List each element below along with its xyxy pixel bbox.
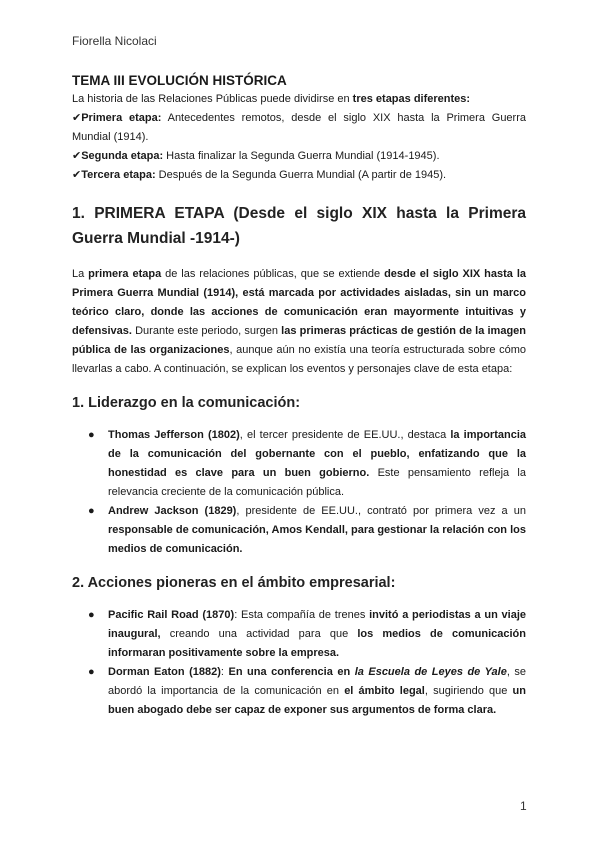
item-bold: un buen abogado debe ser capaz de exponer sus argumentos de forma clara. — [108, 685, 526, 716]
bullet-icon: ● — [88, 429, 95, 441]
item-text: Este pensamiento refleja la relevancia creciente de la comunicación pública. — [108, 467, 526, 498]
bullet-icon: ● — [88, 666, 95, 678]
item-bold: En una conferencia en — [228, 666, 355, 678]
check-icon: ✔ — [72, 112, 82, 124]
author-header: Fiorella Nicolaci — [72, 34, 157, 48]
list-item — [72, 426, 526, 502]
paragraph-bold: primera etapa — [88, 268, 162, 280]
item-text: , se abordó la importancia de la comunicación en — [108, 666, 527, 697]
bullet-list — [72, 426, 526, 559]
stage-label: Segunda etapa: — [81, 150, 164, 162]
item-bold: los medios de comunicación informaran positivamente sobre la empresa. — [108, 628, 526, 659]
check-icon: ✔ — [72, 150, 82, 162]
bullet-icon: ● — [88, 505, 95, 517]
paragraph-text: , aunque aún no existía una teoría estructurada sobre cómo llevarlas a cabo. A continuación, se explican los eventos y personajes clave de esta etapa: — [72, 344, 526, 375]
item-bold: Andrew Jackson (1829) — [108, 505, 237, 517]
paragraph-text: de las relaciones públicas, que se extiende — [161, 268, 385, 280]
section-heading: 1. PRIMERA ETAPA (Desde el siglo XIX hasta la Primera Guerra Mundial -1914-) — [72, 205, 526, 247]
bullet-list — [72, 606, 526, 720]
item-text: , sugiriendo que — [424, 685, 513, 697]
stage-item — [72, 166, 526, 185]
subsection-heading: 1. Liderazgo en la comunicación: — [72, 395, 301, 411]
paragraph-bold: desde el siglo XIX hasta la Primera Guerra Mundial (1914), está marcada por actividades aisladas, sin un marco teórico claro, donde las acciones de comunicación eran mayormente intuitivas y defensivas. — [72, 268, 526, 337]
page-number: 1 — [520, 799, 527, 813]
item-bold: responsable de comunicación, Amos Kendall, para gestionar la relación con los medios de comunicación. — [108, 524, 526, 555]
paragraph-text: Durante este periodo, surgen — [131, 325, 282, 337]
item-bold: Pacific Rail Road (1870) — [108, 609, 235, 621]
paragraph-bold: las primeras prácticas de gestión de la imagen pública de las organizaciones — [72, 325, 527, 356]
item-bold: la importancia de la comunicación del gobernante con el pueblo, enfatizando que la honestidad es clave para un buen gobierno. — [108, 429, 526, 479]
list-item — [72, 502, 526, 559]
tema-intro-text: La historia de las Relaciones Públicas puede dividirse en — [72, 93, 353, 105]
item-text: , el tercer presidente de EE.UU., destaca — [239, 429, 451, 441]
item-text: , presidente de EE.UU., contrató por primera vez a un — [236, 505, 526, 517]
tema-intro — [72, 90, 526, 109]
item-bold: invitó a periodistas a un viaje inaugural, — [108, 609, 527, 640]
stage-item — [72, 147, 526, 166]
stage-item — [72, 109, 526, 147]
bullet-icon: ● — [88, 609, 95, 621]
page-content — [72, 72, 526, 720]
check-icon: ✔ — [72, 169, 82, 181]
tema-title: TEMA III EVOLUCIÓN HISTÓRICA — [72, 73, 287, 88]
tema-intro-bold: tres etapas diferentes: — [352, 93, 471, 105]
section-paragraph — [72, 265, 526, 379]
item-text: : Esta compañía de trenes — [234, 609, 370, 621]
item-text: creando una actividad para que — [160, 628, 358, 640]
stage-text: Antecedentes remotos, desde el siglo XIX hasta la Primera Guerra Mundial (1914). — [72, 112, 526, 143]
subsection-heading: 2. Acciones pioneras en el ámbito empresarial: — [72, 575, 396, 591]
item-bold: Dorman Eaton (1882) — [108, 666, 221, 678]
stage-label: Primera etapa: — [81, 112, 162, 124]
list-item — [72, 663, 526, 720]
stage-text: Después de la Segunda Guerra Mundial (A partir de 1945). — [155, 169, 447, 181]
item-bold: Thomas Jefferson (1802) — [108, 429, 240, 441]
stage-text: Hasta finalizar la Segunda Guerra Mundial (1914-1945). — [163, 150, 440, 162]
item-bold: el ámbito legal — [344, 685, 425, 697]
paragraph-text: La — [72, 268, 89, 280]
list-item — [72, 606, 526, 663]
item-bold-italic: la Escuela de Leyes de Yale — [354, 666, 507, 678]
stage-label: Tercera etapa: — [81, 169, 156, 181]
item-text: : — [220, 666, 229, 678]
